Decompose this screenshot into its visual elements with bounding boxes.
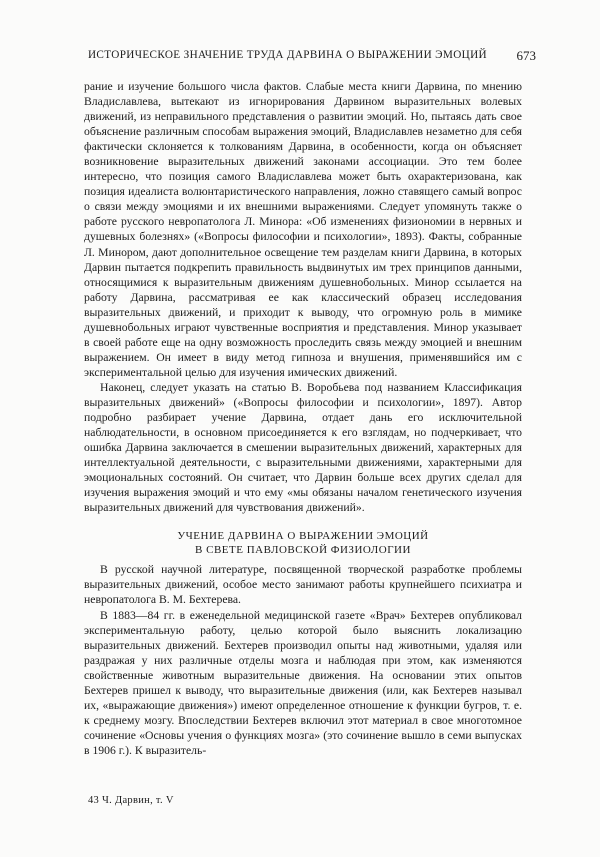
section-heading-line-2: В СВЕТЕ ПАВЛОВСКОЙ ФИЗИОЛОГИИ: [195, 544, 411, 557]
section-heading-line-1: УЧЕНИЕ ДАРВИНА О ВЫРАЖЕНИИ ЭМОЦИЙ: [177, 530, 429, 543]
paragraph-bekhterev-intro: В русской научной литературе, посвященной творческой разработке проблемы выразительных движений, особое место занимают работы крупнейшего психиатра и невропатолога В. М. Бехтерева.: [84, 563, 522, 607]
printer-signature: 43 Ч. Дарвин, т. V: [88, 795, 174, 806]
paragraph-continuation: рание и изучение большого числа фактов. Слабые места книги Дарвина, по мнению Владиславлева, вытекают из игнорирования Дарвином выразительных волевых движений, из неправильного представления о развитии эмоций. Но, пытаясь дать свое объяснение различным способам выражения эмоций, Владиславлев незаметно для себя фактически склоняется к толкованиям Дарвина, в особенности, когда он объясняет возникновение выразительных движений законами ассоциации. Это тем более интересно, что позиция самого Владиславлева может быть охарактеризована, как позиция идеалиста волюнтаристического направления, ложно ставящего самый вопрос о связи между эмоциями и их внешними выражениями. Следует упомянуть также о работе русского невропатолога Л. Минора: «Об изменениях физиономии в нервных и душевных болезнях» («Вопросы философии и психологии», 1893). Факты, собранные Л. Минором, дают дополнительное освещение тем разделам книги Дарвина, в которых Дарвин пытается подкрепить правильность выдвинутых им трех принципов данными, относящимися к выразительным движениям душевнобольных. Минор ссылается на работу Дарвина, рассматривая ее как классический образец исследования выразительных движений, и приходит к выводу, что огромную роль в мимике душевнобольных играют чувственные восприятия и представления. Минор указывает в своей работе еще на одну возможность проследить связь между эмоцией и внешним выражением. Он имеет в виду метод гипноза и внушения, применявшийся им с экспериментальной целью для изучения имических движений.: [84, 80, 522, 379]
page-number: 673: [516, 48, 536, 63]
page-body: [84, 79, 522, 758]
paragraph-vorobiev: Наконец, следует указать на статью В. Воробьева под названием Классификация выразительных движений» («Вопросы философии и психологии», 1897). Автор подробно разбирает учение Дарвина, отдает дань его исключительной наблюдательности, в основном присоединяется к его взглядам, но подчеркивает, что ошибка Дарвина заключается в смешении выразительных движений, характерных для интеллектуальной деятельности, с выразительными движениями, характерными для эмоциональных состояний. Он считает, что Дарвин больше всех других сделал для изучения выражения эмоций и что ему «мы обязаны началом генетического изучения выразительных движений для чувствования движений».: [84, 380, 522, 515]
paragraph-bekhterev-experiments: В 1883—84 гг. в еженедельной медицинской газете «Врач» Бехтерев опубликовал экспериментальную работу, целью которой было выяснить локализацию выразительных движений. Бехтерев производил опыты над животными, удаляя или раздражая у них различные отделы мозга и наблюдая при этом, как изменяются свойственные животным выразительные движения. На основании этих опытов Бехтерев пришел к выводу, что выразительные движения (или, как Бехтерев называл их, «выражающие движения») имеют определенное отношение к функции бугров, т. е. к среднему мозгу. Впоследствии Бехтерев включил этот материал в свое многотомное сочинение «Основы учения о функциях мозга» (это сочинение вышло в семи выпусках в 1906 г.). К выразитель-: [84, 608, 522, 757]
section-heading: [84, 529, 522, 557]
running-title: ИСТОРИЧЕСКОЕ ЗНАЧЕНИЕ ТРУДА ДАРВИНА О ВЫРАЖЕНИИ ЭМОЦИЙ: [88, 49, 487, 61]
